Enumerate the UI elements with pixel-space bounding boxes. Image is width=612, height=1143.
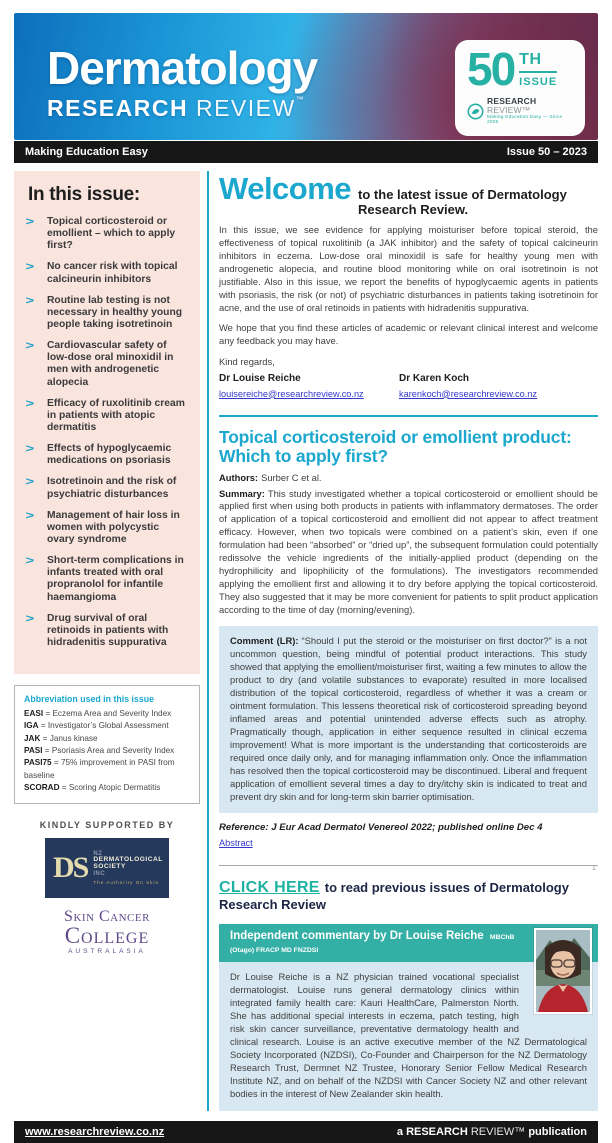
chevron-right-icon: > <box>25 397 35 410</box>
issue-50-badge <box>455 40 585 136</box>
editor-louise-reiche: Dr Louise Reiche louisereiche@researchreview.co.nz <box>219 372 364 399</box>
abbreviation-entry: EASI = Eczema Area and Severity Index <box>24 709 172 719</box>
previous-issues-line: CLICK HERE to read previous issues of Dermatology Research Review <box>219 878 569 912</box>
title-dermatology: Dermatology <box>47 42 318 94</box>
chevron-right-icon: > <box>25 294 35 307</box>
tagline-bar <box>14 141 598 163</box>
welcome-subtitle: to the latest issue of Dermatology Research Review. <box>358 187 567 217</box>
toc-item-propranolol-haemangioma[interactable]: > Short-term complications in infants treated with oral propranolol for infantile haemangioma <box>25 555 184 603</box>
dr-louise-reiche-photo <box>534 928 592 1014</box>
toc-item-isotretinoin-psychiatric[interactable]: > Isotretinoin and the risk of psychiatric disturbances <box>25 476 177 500</box>
chevron-right-icon: > <box>25 476 35 489</box>
abbreviations-box <box>14 685 200 804</box>
website-link[interactable]: www.researchreview.co.nz <box>25 1125 165 1138</box>
logo-tagline: Making Education Easy — Since 2006 <box>487 114 563 125</box>
portrait-photo-image <box>536 930 590 1012</box>
welcome-paragraph-1: In this issue, we see evidence for applying moisturiser before topical steroid, the effectiveness of topical ruxolitinib (a JAK inhibitor) and the safety of topical calcineurin inhibitors in eczema. Low-dose oral minoxidil is safe for healthy young men with androgenetic alopecia, and routine blood monitoring while on oral isotretinoin is not justifiable. Also in this issue, we report the benefits of hypoglycaemic agents in patients with psoriasis, the risk (or not) of psychiatric disturbances in patients taking isotretinoin for acne, and the use of oral retinoids in patients with hidradenitis suppurativa. <box>219 224 598 313</box>
commentary-bio: Dr Louise Reiche is a NZ physician trained vocational specialist dermatologist. Louise runs general dermatology clinics within integrated family health care: Kauri HealthCare, Palmerston North. She has additional special interests in eczema, patch testing, high risk skin cancer surveillance, preventative dermatology health and clinical research. Louise is an active executive member of the NZ Dermatological Society Incorporated (NZDSI), Co-Founder and Chairperson for the NZ Dermatology Research Trust, Dermnet NZ Trustee, Honorary Senior Fellow Medical Research Institute NZ, and on behalf of the NZDSI with Cancer Society NZ and other relevant bodies in the interest of New Zealander skin health. <box>219 962 598 1111</box>
badge-suffix: TH <box>519 51 557 73</box>
in-this-issue-box <box>14 171 200 674</box>
toc-item-ruxolitinib-cream[interactable]: > Efficacy of ruxolitinib cream in patients with atopic dermatitis <box>25 397 185 433</box>
publication-title <box>47 42 318 122</box>
content-divider <box>219 865 598 866</box>
article-title: Topical corticosteroid or emollient product: Which to apply first? <box>219 426 572 466</box>
in-this-issue-title: In this issue: <box>28 184 140 205</box>
chevron-right-icon: > <box>25 261 35 274</box>
toc-item-oral-retinoids-hs[interactable]: > Drug survival of oral retinoids in patients with hidradenitis suppurativa <box>25 612 169 648</box>
toc-item-routine-lab-testing[interactable]: > Routine lab testing is not necessary in healthy young people taking isotretinoin <box>25 294 183 330</box>
email-link-louise-reiche[interactable]: louisereiche@researchreview.co.nz <box>219 388 364 399</box>
abbreviation-entry: SCORAD = Scoring Atopic Dermatitis <box>24 782 161 792</box>
article-reference: Reference: J Eur Acad Dermatol Venereol 2022; published online Dec 4 <box>219 821 543 833</box>
abstract-link[interactable]: Abstract <box>219 837 253 848</box>
footer-bar <box>14 1121 598 1143</box>
abbreviation-entry: PASI75 = 75% improvement in PASI from baseline <box>24 758 175 780</box>
editors <box>219 373 598 402</box>
publication-credit: a RESEARCH REVIEW™ publication <box>396 1125 587 1138</box>
abbreviation-entry: PASI = Psoriasis Area and Severity Index <box>24 745 175 755</box>
click-here-link[interactable]: CLICK HERE <box>219 878 320 896</box>
chevron-right-icon: > <box>25 216 35 228</box>
chevron-right-icon: > <box>25 612 35 625</box>
abbreviations-title: Abbreviation used in this issue <box>24 694 155 705</box>
editor-karen-koch: Dr Karen Koch karenkoch@researchreview.co.nz <box>399 372 538 399</box>
welcome-title: Welcome <box>219 171 352 206</box>
research-review-logo-icon <box>467 103 484 120</box>
toc-item-corticosteroid-emollient[interactable]: > Topical corticosteroid or emollient – which to apply first? <box>25 216 176 252</box>
toc-item-minoxidil-safety[interactable]: > Cardiovascular safety of low-dose oral minoxidil in men with androgenetic alopecia <box>25 340 174 388</box>
toc-item-hair-loss-pcos[interactable]: > Management of hair loss in women with polycystic ovary syndrome <box>25 509 180 545</box>
chevron-right-icon: > <box>25 509 35 522</box>
abbreviation-entry: IGA = Investigator’s Global Assessment <box>24 721 169 731</box>
badge-issue-label: ISSUE <box>519 76 558 88</box>
badge-number: 50 <box>467 43 515 95</box>
chevron-right-icon: > <box>25 340 35 353</box>
chevron-right-icon: > <box>25 555 35 568</box>
sidebar <box>14 171 200 955</box>
welcome-paragraph-2: We hope that you find these articles of academic or relevant clinical interest and welcome any feedback you may have. <box>219 321 598 346</box>
nzds-initials: DS <box>53 851 88 885</box>
section-divider <box>219 415 598 417</box>
abbreviation-entry: JAK = Janus kinase <box>24 733 98 743</box>
commentary-credentials: MBChB (Otago) FRACP MD FNZDSI <box>230 933 515 954</box>
toc-item-hypoglycaemic-medications[interactable]: > Effects of hypoglycaemic medications on psoriasis <box>25 443 172 467</box>
email-link-karen-koch[interactable]: karenkoch@researchreview.co.nz <box>399 388 538 399</box>
kindly-supported-by-label: KINDLY SUPPORTED BY <box>39 820 175 831</box>
page-number: 1 <box>591 863 596 872</box>
nzds-tagline: The Authority On Skin <box>93 879 160 885</box>
signoff: Kind regards, <box>219 355 275 367</box>
main-content <box>207 171 598 1111</box>
commentary-header: Independent commentary by Dr Louise Reiche MBChB (Otago) FRACP MD FNZDSI <box>219 924 598 962</box>
title-research-review: RESEARCH REVIEW™ <box>47 95 306 121</box>
nz-dermatological-society-logo[interactable]: DS NZ DERMATOLOGICAL SOCIETY INC The Authority On Skin <box>45 838 169 898</box>
toc-item-calcineurin-inhibitors[interactable]: > No cancer risk with topical calcineurin inhibitors <box>25 261 178 285</box>
chevron-right-icon: > <box>25 443 35 456</box>
issue-number: Issue 50 – 2023 <box>506 146 587 158</box>
tagline-text: Making Education Easy <box>25 146 148 158</box>
independent-commentary-box <box>219 924 598 1111</box>
research-review-logo: RESEARCH REVIEW™ Making Education Easy — Since 2006 <box>467 97 575 125</box>
article-summary: Summary: This study investigated whether a topical corticosteroid or emollient should be applied first when using both products in patients with inflammatory dermatoses. The order of application of a topical corticosteroid and emollient did not appear to affect treatment efficacy. However, when two topicals were combined on a patient’s skin, even if one formulation had been “absorbed” or “dried up”, the subsequent formulation could potentially redissolve the vehicle ingredients of the initially-applied product (depending on the hydrophilicity and lipophilicity of the formulations). The investigators recommended applying the emollient first and allowing it to dry before applying the topical corticosteroid. They also suggested that it may be more convenient for patients to split product application according to the time of day (morning/evening). <box>219 487 598 616</box>
header-banner <box>14 13 598 140</box>
comment-box: Comment (LR): “Should I put the steroid or the moisturiser on first doctor?” is a not uncommon question, being mindful of potential product interactions. This study showed that applying the emollient/moisturiser first, waiting a few minutes to allow the product to dry (and volatile substances to evaporate) resulted in more localised distribution of the topical corticosteroid, regardless of whether it was a cream or ointment formulation. This lessens theoretical risk of corticosteroid spreading beyond inflamed areas and potential unintended adverse effects such as atrophy. Pragmatically though, application in either sequence resulted in clinical eczema improvement! What is more important is the understanding that corticosteroids are required once daily only, and for managing inflammation only. Once the inflammation has resolved then the topical corticosteroid may be discontinued. Liberal and frequent application of emollient several times a day to dry/itchy skin is indicated to treat and prevent dry skin and for long-term skin barrier optimisation. <box>219 626 598 813</box>
skin-cancer-college-logo[interactable]: Skin Cancer College AUSTRALASIA <box>64 908 150 955</box>
article-authors: Authors: Surber C et al. <box>219 471 322 483</box>
trademark-symbol: ™ <box>295 95 306 104</box>
